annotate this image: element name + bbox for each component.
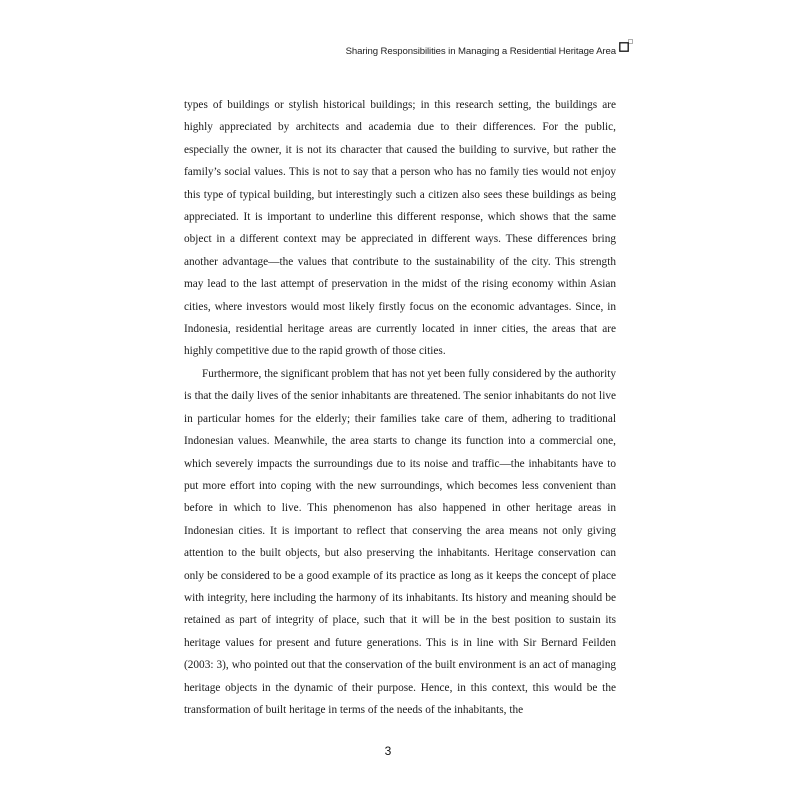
page-number: 3 <box>384 744 392 758</box>
paragraph: types of buildings or stylish historical buildings; in this research setting, the buildings are highly appreciated by architects and academia due to their differences. For the public, especially the owner, it is not its character that caused the building to survive, but rather the family’s social values. This is not to say that a person who has no family ties would not enjoy this type of typical building, but interestingly such a citizen also sees these buildings as being appreciated. It is important to underline this different response, which shows that the same object in a different context may be appreciated in different ways. These differences bring another advantage—the values that contribute to the sustainability of the city. This strength may lead to the last attempt of preservation in the midst of the rising economy within Asian cities, where investors would most likely firstly focus on the economic advantages. Since, in Indonesia, residential heritage areas are currently located in inner cities, the areas that are highly competitive due to the rapid growth of those cities. <box>184 99 616 358</box>
paragraph: Furthermore, the significant problem that has not yet been fully considered by the authority is that the daily lives of the senior inhabitants are threatened. The senior inhabitants do not live in particular homes for the elderly; their families take care of them, adhering to traditional Indonesian values. Meanwhile, the area starts to change its function into a commercial one, which severely impacts the surroundings due to its noise and traffic—the inhabitants have to put more effort into coping with the new surroundings, which becomes less convenient than before in which to live. This phenomenon has also happened in other heritage areas in Indonesian cities. It is important to reflect that conserving the area means not only giving attention to the built objects, but also preserving the inhabitants. Heritage conservation can only be considered to be a good example of its practice as long as it keeps the concept of place with integrity, here including the harmony of its inhabitants. Its history and meaning should be retained as part of integrity of place, such that it will be in the best position to sustain its heritage values for present and future generations. This is in line with Sir Bernard Feilden (2003: 3), who pointed out that the conservation of the built environment is an act of managing heritage objects in the dynamic of their purpose. Hence, in this context, this would be the transformation of built heritage in terms of the needs of the inhabitants, the <box>184 367 616 716</box>
running-header: Sharing Responsibilities in Managing a Residential Heritage Area <box>345 46 616 57</box>
body-text <box>184 94 616 721</box>
square-outline-icon <box>619 39 633 53</box>
